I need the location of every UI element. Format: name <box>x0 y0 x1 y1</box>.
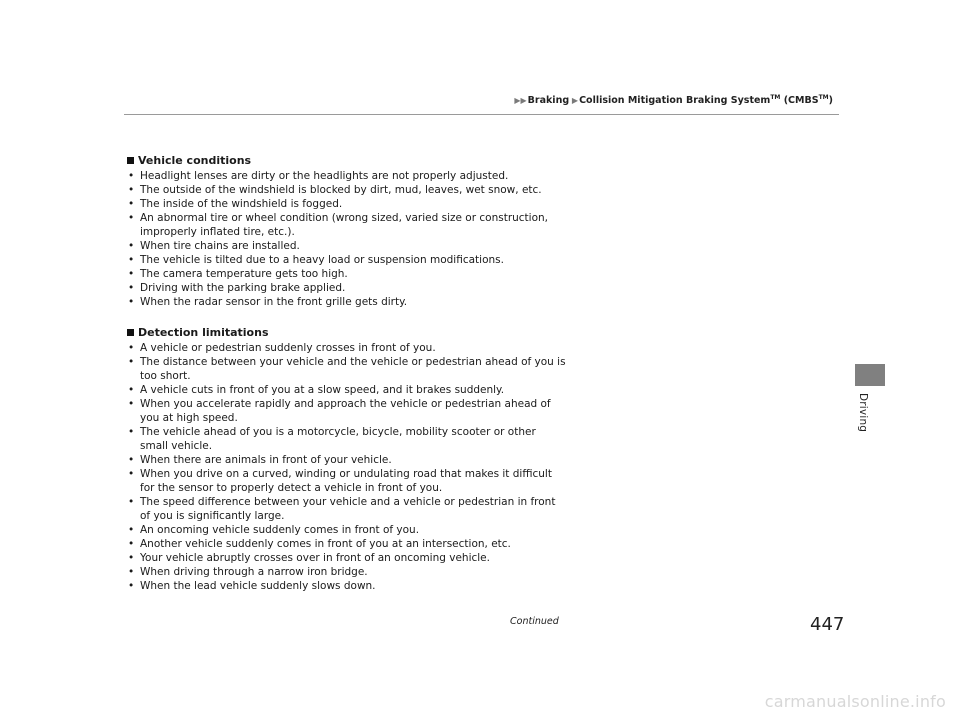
main-content <box>127 154 567 593</box>
list-item: • When you accelerate rapidly and approach the vehicle or pedestrian ahead of you at high speed. <box>127 397 567 425</box>
list-item: • Headlight lenses are dirty or the headlights are not properly adjusted. <box>127 169 567 183</box>
continued-label: Continued <box>510 616 559 627</box>
watermark: carmanualsonline.info <box>764 692 946 711</box>
list-item: • The outside of the windshield is blocked by dirt, mud, leaves, wet snow, etc. <box>127 183 567 197</box>
section-heading: Vehicle conditions <box>127 154 567 168</box>
section-vehicle-conditions <box>127 154 567 309</box>
breadcrumb-cmbs[interactable]: Collision Mitigation Braking System™ (CMBS™) <box>579 94 833 107</box>
list-item: • A vehicle cuts in front of you at a slow speed, and it brakes suddenly. <box>127 383 567 397</box>
chapter-label: Driving <box>857 393 869 433</box>
list-item: • An oncoming vehicle suddenly comes in front of you. <box>127 523 567 537</box>
list-item: • When there are animals in front of your vehicle. <box>127 453 567 467</box>
square-bullet-icon <box>127 329 134 336</box>
bullet-list <box>127 341 567 593</box>
section-heading: Detection limitations <box>127 326 567 340</box>
bullet-list <box>127 169 567 309</box>
list-item: • Driving with the parking brake applied. <box>127 281 567 295</box>
list-item: • The camera temperature gets too high. <box>127 267 567 281</box>
page-number: 447 <box>810 614 845 635</box>
list-item: • The inside of the windshield is fogged. <box>127 197 567 211</box>
square-bullet-icon <box>127 157 134 164</box>
breadcrumb <box>514 94 833 106</box>
list-item: • The vehicle is tilted due to a heavy load or suspension modifications. <box>127 253 567 267</box>
list-item: • Another vehicle suddenly comes in front of you at an intersection, etc. <box>127 537 567 551</box>
list-item: • When tire chains are installed. <box>127 239 567 253</box>
arrow-icon: ▶ <box>569 96 579 106</box>
double-arrow-icon: ▶▶ <box>514 96 527 106</box>
list-item: • The speed difference between your vehicle and a vehicle or pedestrian in front of you is significantly large. <box>127 495 567 523</box>
list-item: • When you drive on a curved, winding or undulating road that makes it difficult for the sensor to properly detect a vehicle in front of you. <box>127 467 567 495</box>
list-item: • When the radar sensor in the front grille gets dirty. <box>127 295 567 309</box>
list-item: • When driving through a narrow iron bridge. <box>127 565 567 579</box>
list-item: • The distance between your vehicle and the vehicle or pedestrian ahead of you is too short. <box>127 355 567 383</box>
section-detection-limitations <box>127 326 567 593</box>
chapter-tab[interactable] <box>855 364 885 386</box>
list-item: • Your vehicle abruptly crosses over in front of an oncoming vehicle. <box>127 551 567 565</box>
breadcrumb-braking[interactable]: Braking <box>527 95 570 107</box>
list-item: • When the lead vehicle suddenly slows down. <box>127 579 567 593</box>
list-item: • An abnormal tire or wheel condition (wrong sized, varied size or construction, improperly inflated tire, etc.). <box>127 211 567 239</box>
header-divider <box>124 114 839 115</box>
list-item: • The vehicle ahead of you is a motorcycle, bicycle, mobility scooter or other small vehicle. <box>127 425 567 453</box>
list-item: • A vehicle or pedestrian suddenly crosses in front of you. <box>127 341 567 355</box>
